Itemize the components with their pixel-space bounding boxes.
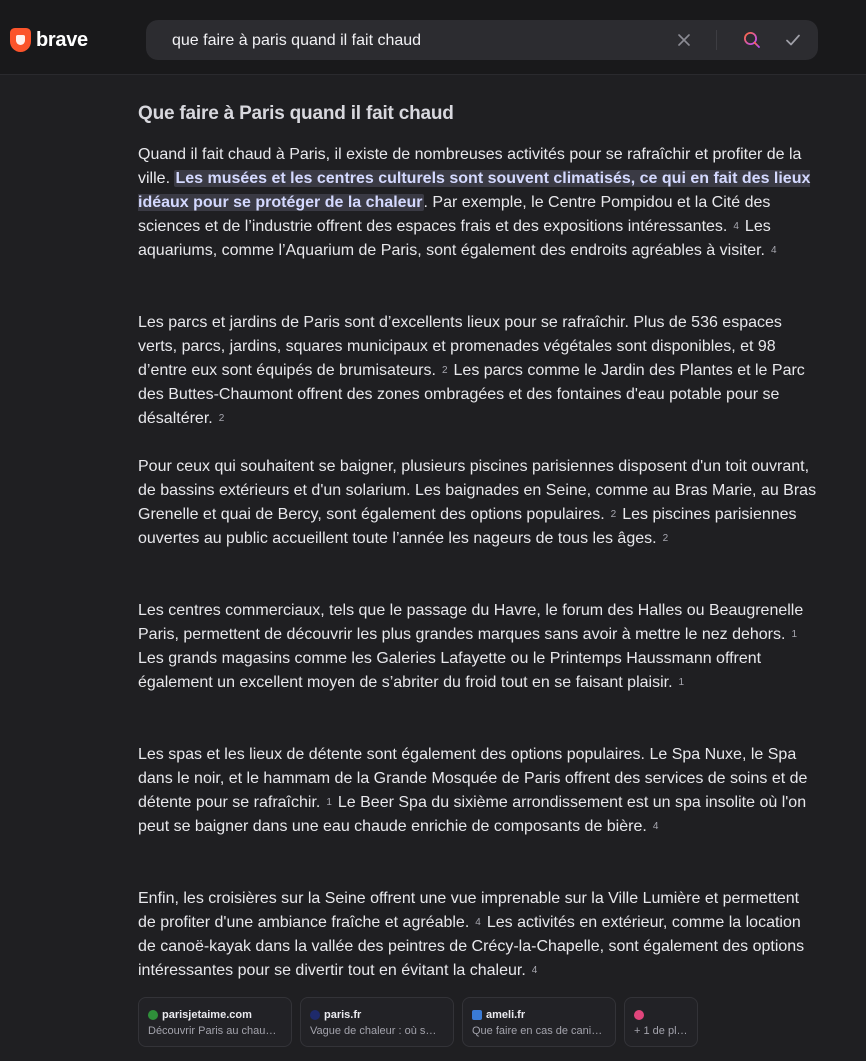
source-description: Vague de chaleur : où s… (310, 1025, 437, 1037)
citation-link[interactable]: 2 (218, 413, 225, 424)
citation-link[interactable]: 4 (770, 245, 777, 256)
citation-link[interactable]: 1 (791, 629, 797, 640)
brave-logo[interactable] (10, 27, 88, 53)
answer-paragraph-3 (138, 455, 818, 551)
paragraph-text: Quand il fait chaud à Paris, il existe de nombreuses activités pour se rafraîchir et profiter de la ville. (138, 146, 802, 187)
paragraph-text: Pour ceux qui souhaitent se baigner, plusieurs piscines parisiennes disposent d'un toit ouvrant, de bassins extérieurs et d'un solarium. Les baignades en Seine, comme au Bras Marie, au Bras Grenelle et quai de Bercy, sont également des options populaires. (138, 458, 817, 523)
search-input[interactable] (170, 20, 654, 62)
source-description: Que faire en cas de cani… (472, 1025, 603, 1037)
clear-search-button[interactable] (672, 28, 696, 52)
search-button[interactable] (740, 28, 764, 52)
paragraph-text: Les parcs comme le Jardin des Plantes et le Parc des Buttes-Chaumont offrent des zones ombragées et des fontaines d'eau potable pour se désaltérer. (138, 362, 805, 427)
more-sources-button[interactable] (624, 997, 698, 1047)
more-favicon-icon (634, 1010, 644, 1020)
answer-paragraph-1 (138, 143, 818, 263)
search-icon (743, 31, 761, 49)
source-domain: paris.fr (324, 1009, 362, 1021)
answer-paragraph-4 (138, 599, 818, 695)
search-bar (146, 20, 818, 60)
paragraph-text: Les centres commerciaux, tels que le passage du Havre, le forum des Halles ou Beaugrenelle Paris, permettent de découvrir les plus grandes marques sans avoir à mettre le nez dehors. (138, 602, 804, 643)
paris-favicon-icon (310, 1010, 320, 1020)
citation-link[interactable]: 2 (662, 533, 669, 544)
paragraph-text: Les spas et les lieux de détente sont également des options populaires. Le Spa Nuxe, le Spa dans le noir, et le hammam de la Grande Mosquée de Paris offrent des services de soins et de détente pour se rafraîchir. (138, 746, 808, 811)
parisjetaime-favicon-icon (148, 1010, 158, 1020)
source-cards (138, 997, 698, 1047)
paragraph-text: Le Beer Spa du sixième arrondissement est un spa insolite où l'on peut se baigner dans une eau chaude enrichie de composants de bière. (138, 794, 807, 835)
paragraph-text: Les activités en extérieur, comme la location de canoë-kayak dans la vallée des peintres de Crécy-la-Chapelle, sont également des options intéressantes pour se divertir tout en évitant la chaleur. (138, 914, 805, 979)
paragraph-text: Les aquariums, comme l’Aquarium de Paris, sont également des endroits agréables à visiter. (138, 218, 771, 259)
citation-link[interactable]: 1 (326, 797, 332, 808)
close-icon (678, 34, 690, 46)
top-bar (0, 0, 866, 75)
brand-name: brave (36, 28, 88, 51)
brave-lion-icon (10, 28, 31, 52)
citation-link[interactable]: 4 (475, 917, 481, 928)
citation-link[interactable]: 4 (531, 965, 538, 976)
citation-link[interactable]: 4 (733, 221, 739, 232)
citation-link[interactable]: 4 (652, 821, 659, 832)
check-icon (786, 34, 800, 46)
paragraph-text: Les parcs et jardins de Paris sont d’excellents lieux pour se rafraîchir. Plus de 536 espaces verts, parcs, jardins, squares municipaux et promenades végétales sont disponibles, et 98 d’entre eux sont équipés de brumisateurs. (138, 314, 782, 379)
answer-paragraph-6 (138, 887, 818, 983)
source-domain: parisjetaime.com (162, 1009, 252, 1021)
more-sources-label: + 1 de plus (634, 1025, 688, 1037)
citation-link[interactable]: 2 (441, 365, 448, 376)
highlighted-text: Les musées et les centres culturels sont souvent climatisés, ce qui en fait des lieux idéaux pour se protéger de la chaleur (138, 170, 811, 211)
citation-link[interactable]: 2 (610, 509, 617, 520)
answer-title: Que faire à Paris quand il fait chaud (138, 103, 454, 124)
ameli-favicon-icon (472, 1010, 482, 1020)
source-description: Découvrir Paris au chau… (148, 1025, 277, 1037)
paragraph-text: . Par exemple, le Centre Pompidou et la Cité des sciences et de l’industrie offrent des espaces frais et des expositions intéressantes. (138, 194, 771, 235)
paragraph-text: Les grands magasins comme les Galeries Lafayette ou le Printemps Haussmann offrent également un excellent moyen de s’abriter du froid tout en se faisant plaisir. (138, 650, 762, 691)
source-card-parisjetaime[interactable] (138, 997, 292, 1047)
submit-button[interactable] (781, 28, 805, 52)
search-divider (716, 30, 717, 50)
source-card-paris[interactable] (300, 997, 454, 1047)
paragraph-text: Enfin, les croisières sur la Seine offrent une vue imprenable sur la Ville Lumière et permettent de profiter d'une ambiance fraîche et agréable. (138, 890, 800, 931)
source-domain: ameli.fr (486, 1009, 526, 1021)
paragraph-text: Les piscines parisiennes ouvertes au public accueillent toute l’année les nageurs de tous les âges. (138, 506, 797, 547)
ai-answer (138, 100, 818, 979)
answer-paragraph-5 (138, 743, 818, 839)
answer-paragraph-2 (138, 311, 818, 431)
citation-link[interactable]: 1 (678, 677, 685, 688)
source-card-ameli[interactable] (462, 997, 616, 1047)
